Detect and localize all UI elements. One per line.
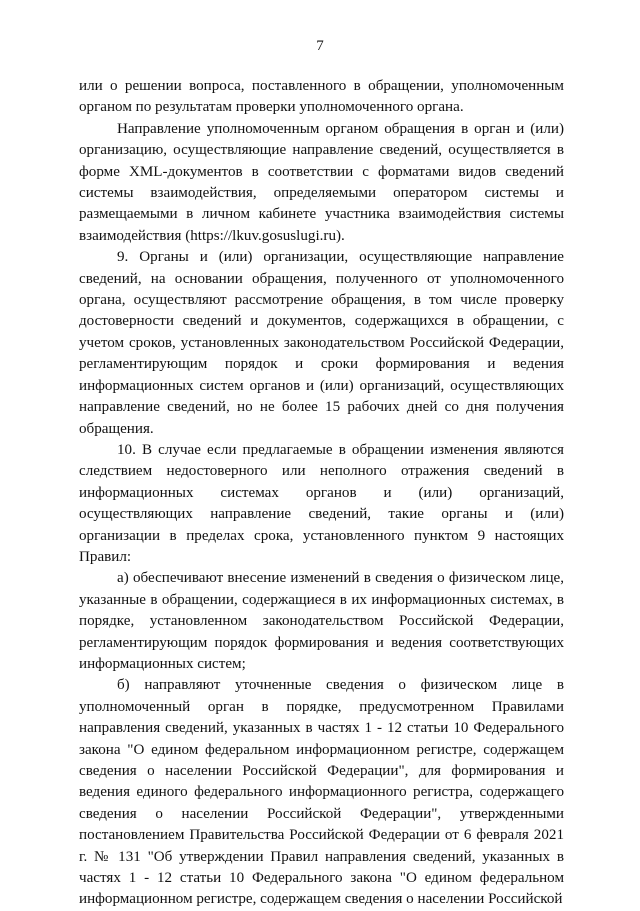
- paragraph-subitem-a: а) обеспечивают внесение изменений в сведения о физическом лице, указанные в обращении, содержащиеся в их информационных системах, в порядке, установленном законодательством Российской Федерации, регламентирующим порядок формирования и ведения соответствующих информационных систем;: [79, 570, 564, 672]
- paragraph-item-10: 10. В случае если предлагаемые в обращении изменения являются следствием недостоверного или неполного отражения сведений в информационных системах органов и (или) организаций, осуществляющих направление сведений, такие органы и (или) организации в пределах срока, установленного пунктом 9 настоящих Правил:: [79, 441, 564, 565]
- paragraph-item-9: 9. Органы и (или) организации, осуществляющие направление сведений, на основании обращения, полученного от уполномоченного органа, осуществляют рассмотрение обращения, в том числе проверку достоверности сведений и документов, содержащихся в обращении, с учетом сроков, установленных законодательством Российской Федерации, регламентирующим порядок и сроки формирования и ведения информационных систем органов и (или) организаций, осуществляющих направление сведений, но не более 15 рабочих дней со дня получения обращения.: [79, 249, 564, 437]
- document-body: [79, 76, 564, 911]
- page-number: 7: [316, 38, 324, 54]
- paragraph-subitem-b: б) направляют уточненные сведения о физическом лице в уполномоченный орган в порядке, предусмотренном Правилами направления сведений, указанных в частях 1 - 12 статьи 10 Федерального закона "О едином федеральном информационном регистре, содержащем сведения о населении Российской Федерации", для формирования и ведения единого федерального информационного регистра, содержащего сведения о населении Российской Федерации", утвержденными постановлением Правительства Российской Федерации от 6 февраля 2021 г. № 131 "Об утверждении Правил направления сведений, указанных в частях 1 - 12 статьи 10 Федерального закона "О едином федеральном информационном регистре, содержащем сведения о населении Российской: [79, 677, 564, 908]
- paragraph-xml-transmission: Направление уполномоченным органом обращения в орган и (или) организацию, осуществляющие направление сведений, осуществляется в форме XML-документов в соответствии с форматами видов сведений системы взаимодействия, определяемыми оператором системы и размещаемыми в личном кабинете участника взаимодействия системы взаимодействия (https://lkuv.gosuslugi.ru).: [79, 120, 564, 244]
- paragraph-continuation: или о решении вопроса, поставленного в обращении, уполномоченным органом по результатам проверки уполномоченного органа.: [79, 78, 564, 116]
